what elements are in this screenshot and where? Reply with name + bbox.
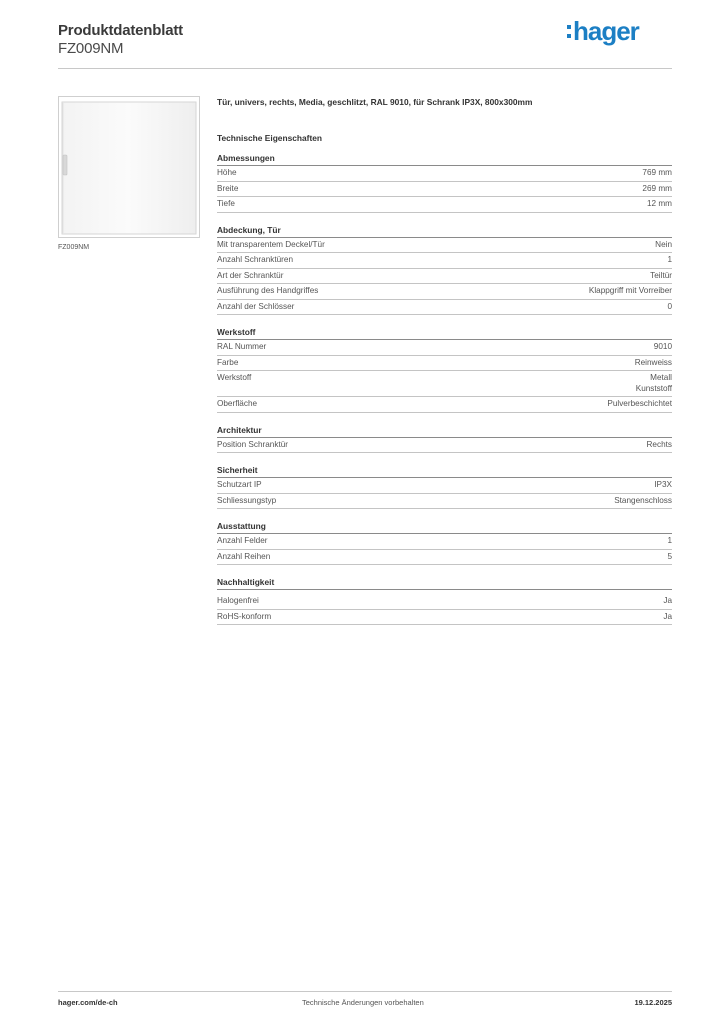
section-title: Technische Eigenschaften [217, 133, 323, 143]
spec-value: Ja [663, 596, 672, 605]
spec-value: 9010 [653, 342, 672, 351]
spec-row [217, 494, 672, 510]
spec-row [217, 478, 672, 494]
group-title: Sicherheit [217, 464, 672, 478]
specification-content [217, 96, 672, 636]
group-title: Abdeckung, Tür [217, 224, 672, 238]
product-image [58, 96, 200, 238]
product-code: FZ009NM [58, 40, 124, 57]
spec-value: 769 mm [642, 168, 672, 177]
group-ausstattung [217, 520, 672, 565]
group-abmessungen [217, 152, 672, 213]
document-title: Produktdatenblatt [58, 22, 183, 39]
spec-row [217, 197, 672, 213]
spec-label: Art der Schranktür [217, 270, 284, 280]
product-description: Tür, univers, rechts, Media, geschlitzt, RAL 9010, für Schrank IP3X, 800x300mm [217, 97, 533, 107]
spec-row [217, 284, 672, 300]
group-abdeckung-tuer [217, 224, 672, 316]
spec-row [217, 356, 672, 372]
spec-label: Anzahl Reihen [217, 551, 271, 561]
spec-row [217, 438, 672, 454]
spec-label: RoHS-konform [217, 611, 272, 621]
spec-row [217, 182, 672, 198]
spec-value-multi [636, 373, 672, 394]
spec-label: Schliessungstyp [217, 495, 277, 505]
spec-row [217, 371, 672, 397]
footer-website-link[interactable]: hager.com/de-ch [58, 998, 118, 1007]
footer-notice: Technische Änderungen vorbehalten [302, 998, 424, 1007]
spec-value: 5 [667, 551, 672, 561]
spec-value: 1 [667, 536, 672, 545]
group-title: Abmessungen [217, 152, 672, 166]
header-divider [58, 68, 672, 69]
spec-value-second: Kunststoff [635, 383, 672, 393]
spec-value: Rechts [646, 439, 672, 449]
spec-label: Anzahl Felder [217, 536, 268, 545]
spec-value: 0 [667, 301, 672, 311]
spec-row [217, 269, 672, 285]
spec-value: Stangenschloss [614, 495, 672, 505]
group-title: Werkstoff [217, 326, 672, 340]
spec-label: Schutzart IP [217, 480, 262, 489]
spec-value: IP3X [654, 480, 672, 489]
image-caption: FZ009NM [58, 244, 90, 251]
spec-value: 12 mm [646, 199, 672, 208]
spec-row [217, 397, 672, 413]
spec-value: Pulverbeschichtet [607, 399, 672, 408]
spec-label: Anzahl Schranktüren [217, 255, 294, 264]
spec-value: Reinweiss [634, 357, 672, 367]
group-title: Nachhaltigkeit [217, 576, 672, 590]
footer-date: 19.12.2025 [634, 998, 672, 1007]
spec-row [217, 166, 672, 182]
spec-row [217, 534, 672, 550]
spec-label: Werkstoff [217, 373, 252, 382]
spec-value: Teiltür [650, 270, 672, 280]
spec-row [217, 238, 672, 254]
group-architektur [217, 424, 672, 454]
spec-label: Position Schranktür [217, 439, 288, 449]
spec-label: Breite [217, 183, 239, 193]
group-sicherheit [217, 464, 672, 509]
group-nachhaltigkeit [217, 576, 672, 625]
spec-row [217, 610, 672, 626]
spec-value: Klappgriff mit Vorreiber [588, 286, 672, 295]
spec-label: Halogenfrei [217, 596, 259, 605]
spec-row [217, 253, 672, 269]
spec-label: Ausführung des Handgriffes [217, 286, 319, 295]
spec-row [217, 340, 672, 356]
hager-logo [566, 14, 662, 48]
group-title: Architektur [217, 424, 672, 438]
spec-label: Tiefe [217, 199, 235, 208]
brand-wordmark: hager [573, 16, 639, 46]
spec-value: Ja [663, 611, 672, 621]
spec-label: Höhe [217, 168, 237, 177]
spec-label: RAL Nummer [217, 342, 267, 351]
spec-row [217, 300, 672, 316]
group-werkstoff [217, 326, 672, 413]
spec-label: Mit transparentem Deckel/Tür [217, 239, 325, 249]
spec-value: Nein [655, 239, 672, 249]
footer-divider [58, 991, 672, 992]
spec-row [217, 594, 672, 610]
spec-label: Anzahl der Schlösser [217, 301, 295, 311]
group-title: Ausstattung [217, 520, 672, 534]
spec-value: 269 mm [642, 183, 672, 193]
spec-row [217, 550, 672, 566]
spec-value: Metall [650, 373, 672, 382]
spec-value: 1 [667, 255, 672, 264]
spec-label: Farbe [217, 357, 239, 367]
spec-label: Oberfläche [217, 399, 258, 408]
